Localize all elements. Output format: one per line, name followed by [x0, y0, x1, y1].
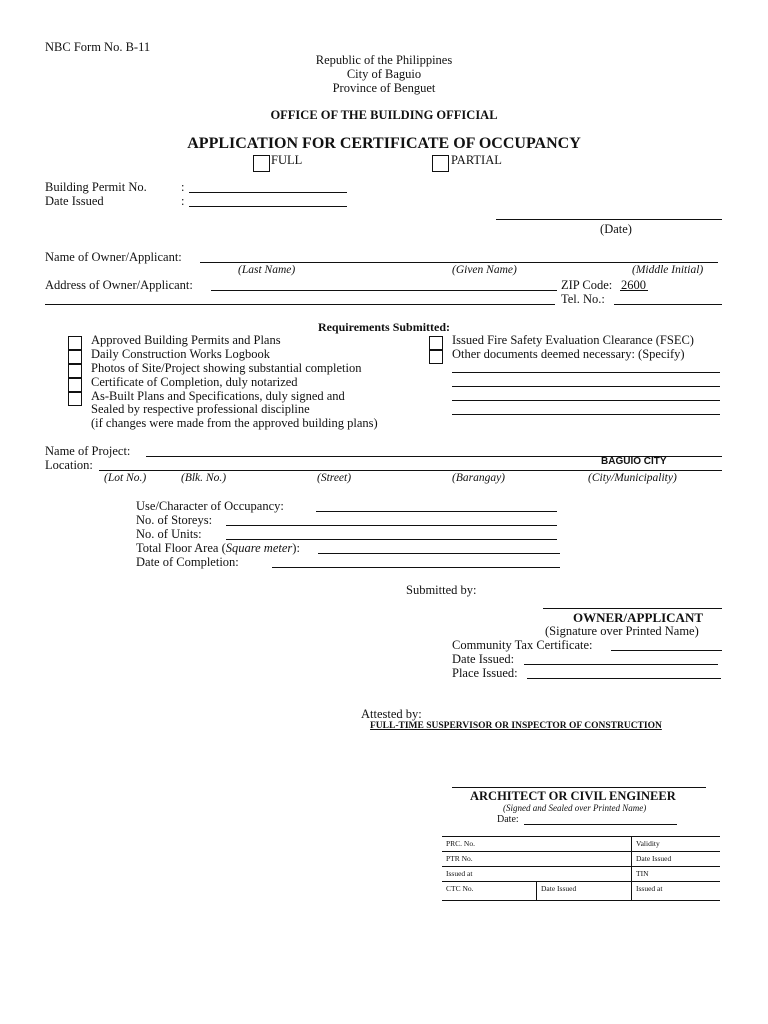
attested-by-label: Attested by: — [361, 707, 422, 721]
supervisor-label: FULL-TIME SUSPERVISOR OR INSPECTOR OF CONSTRUCTION — [370, 721, 662, 731]
form-title: APPLICATION FOR CERTIFICATE OF OCCUPANCY — [187, 135, 581, 152]
permit-colon: : — [181, 180, 185, 194]
form-number: NBC Form No. B-11 — [45, 40, 151, 54]
partial-checkbox[interactable] — [432, 155, 449, 172]
address-field-2[interactable] — [45, 304, 555, 305]
given-name-caption: (Given Name) — [452, 264, 517, 276]
location-field[interactable] — [99, 470, 722, 471]
req-checkbox-2[interactable] — [68, 350, 82, 364]
req-checkbox-5[interactable] — [68, 392, 82, 406]
req-item-5: As-Built Plans and Specifications, duly signed and — [91, 389, 345, 403]
prc-no-cell[interactable]: PRC. No. — [442, 837, 632, 852]
ctc-field[interactable] — [611, 650, 722, 651]
location-label: Location: — [45, 458, 93, 472]
other-docs-line-4[interactable] — [452, 414, 720, 415]
date-issued-field[interactable] — [189, 206, 347, 207]
date-field[interactable] — [496, 219, 722, 220]
address-field-1[interactable] — [211, 290, 557, 291]
engineer-date-label: Date: — [497, 814, 519, 825]
req-item-fsec: Issued Fire Safety Evaluation Clearance (FSEC) — [452, 333, 694, 347]
ctc-no-cell[interactable]: CTC No. — [442, 882, 537, 901]
date-issued-label: Date Issued — [45, 194, 104, 208]
other-docs-line-2[interactable] — [452, 386, 720, 387]
table-row — [442, 882, 720, 901]
use-field[interactable] — [316, 511, 557, 512]
header-republic: Republic of the Philippines — [315, 53, 453, 67]
ctc-date-issued-field[interactable] — [524, 664, 718, 665]
req-checkbox-fsec[interactable] — [429, 336, 443, 350]
permit-no-field[interactable] — [189, 192, 347, 193]
credentials-table — [442, 836, 720, 901]
ctc-issued-at-cell[interactable]: Issued at — [632, 882, 721, 901]
ctc-label: Community Tax Certificate: — [452, 638, 593, 652]
req-item-3: Photos of Site/Project showing substantial completion — [91, 361, 362, 375]
header-city: City of Baguio — [346, 67, 422, 81]
place-issued-label: Place Issued: — [452, 666, 518, 680]
other-docs-line-1[interactable] — [452, 372, 720, 373]
date-issued-colon: : — [181, 194, 185, 208]
office-heading: OFFICE OF THE BUILDING OFFICIAL — [270, 108, 498, 122]
blk-no-caption: (Blk. No.) — [181, 472, 227, 484]
floor-area-label — [136, 541, 300, 556]
req-item-other: Other documents deemed necessary: (Specify) — [452, 347, 685, 361]
ctc-date-issued-cell[interactable]: Date Issued — [537, 882, 632, 901]
owner-name-label: Name of Owner/Applicant: — [45, 250, 182, 264]
address-label: Address of Owner/Applicant: — [45, 278, 193, 292]
submitted-by-label: Submitted by: — [406, 583, 477, 597]
req-item-5-cont1: Sealed by respective professional discipline — [91, 402, 310, 416]
tel-label: Tel. No.: — [561, 292, 605, 306]
engineer-label: ARCHITECT OR CIVIL ENGINEER — [470, 789, 676, 803]
location-city-value: BAGUIO CITY — [601, 456, 667, 467]
tel-field[interactable] — [614, 304, 722, 305]
owner-applicant-label: OWNER/APPLICANT — [573, 610, 704, 625]
last-name-caption: (Last Name) — [238, 264, 296, 276]
full-checkbox[interactable] — [253, 155, 270, 172]
issued-at-cell[interactable]: Issued at — [442, 867, 632, 882]
validity-cell[interactable]: Validity — [632, 837, 721, 852]
req-checkbox-3[interactable] — [68, 364, 82, 378]
owner-name-field[interactable] — [200, 262, 718, 263]
floor-area-field[interactable] — [318, 553, 560, 554]
project-name-label: Name of Project: — [45, 444, 131, 458]
table-row — [442, 837, 720, 852]
floor-area-text: Total Floor Area ( — [136, 541, 226, 555]
zip-label: ZIP Code: — [561, 278, 613, 292]
req-item-4: Certificate of Completion, duly notarized — [91, 375, 298, 389]
use-label: Use/Character of Occupancy: — [136, 499, 284, 513]
units-field[interactable] — [226, 539, 557, 540]
table-row — [442, 867, 720, 882]
header-province: Province of Benguet — [332, 81, 436, 95]
owner-signature-field[interactable] — [543, 608, 722, 609]
req-item-2: Daily Construction Works Logbook — [91, 347, 270, 361]
tin-cell[interactable]: TIN — [632, 867, 721, 882]
other-docs-line-3[interactable] — [452, 400, 720, 401]
full-label: FULL — [271, 153, 303, 167]
requirements-heading: Requirements Submitted: — [317, 320, 451, 334]
zip-value[interactable]: 2600 — [621, 278, 646, 292]
units-label: No. of Units: — [136, 527, 202, 541]
storeys-label: No. of Storeys: — [136, 513, 213, 527]
engineer-signature-field[interactable] — [452, 787, 706, 788]
req-checkbox-other[interactable] — [429, 350, 443, 364]
city-municipality-caption: (City/Municipality) — [588, 472, 677, 484]
zip-field — [620, 290, 648, 291]
ctc-date-issued-label: Date Issued: — [452, 652, 515, 666]
date-caption: (Date) — [600, 222, 632, 236]
engineer-date-field[interactable] — [524, 824, 677, 825]
ptr-no-cell[interactable]: PTR No. — [442, 852, 632, 867]
table-row — [442, 852, 720, 867]
completion-label: Date of Completion: — [136, 555, 239, 569]
street-caption: (Street) — [317, 472, 352, 484]
req-item-1: Approved Building Permits and Plans — [91, 333, 281, 347]
floor-area-unit: Square meter — [225, 541, 293, 555]
signature-caption: (Signature over Printed Name) — [545, 624, 699, 638]
floor-area-end: ): — [292, 541, 300, 555]
req-item-5-cont2: (if changes were made from the approved building plans) — [91, 416, 378, 430]
engineer-caption: (Signed and Sealed over Printed Name) — [503, 803, 647, 813]
middle-initial-caption: (Middle Initial) — [632, 264, 704, 276]
lot-no-caption: (Lot No.) — [104, 472, 147, 484]
storeys-field[interactable] — [226, 525, 557, 526]
place-issued-field[interactable] — [527, 678, 721, 679]
permit-no-label: Building Permit No. — [45, 180, 147, 194]
completion-field[interactable] — [272, 567, 560, 568]
partial-label: PARTIAL — [451, 153, 502, 167]
barangay-caption: (Barangay) — [452, 472, 506, 484]
ptr-date-issued-cell[interactable]: Date Issued — [632, 852, 721, 867]
req-checkbox-4[interactable] — [68, 378, 82, 392]
req-checkbox-1[interactable] — [68, 336, 82, 350]
